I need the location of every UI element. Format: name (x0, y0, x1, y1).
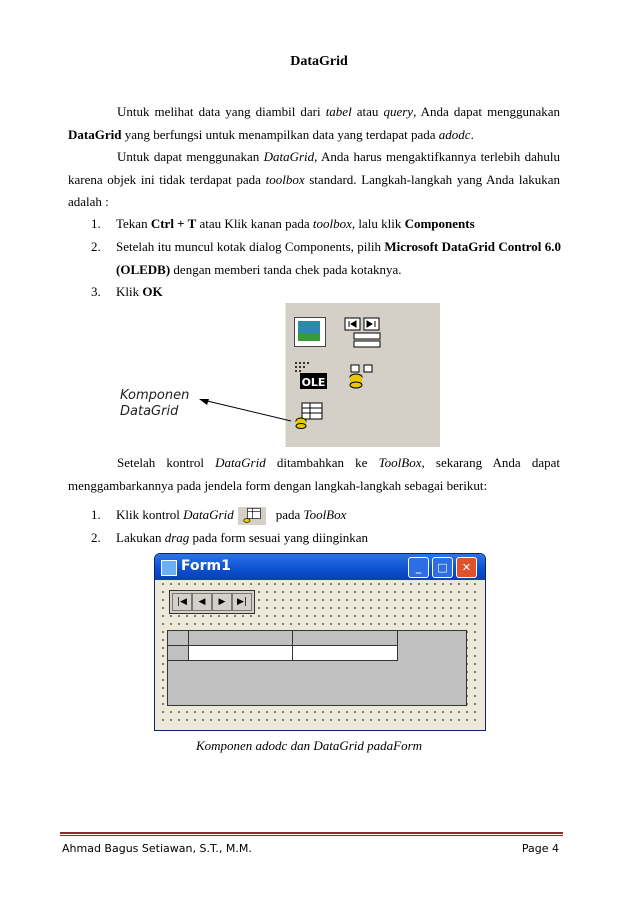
adodc-icon (344, 317, 382, 349)
list-item: 2. Lakukan drag pada form sesuai yang diinginkan (91, 530, 369, 545)
form1-design-area[interactable] (159, 580, 481, 727)
previous-record-button[interactable]: ◀ (192, 593, 212, 611)
form1-window (154, 553, 486, 731)
form1-title-bar (155, 554, 485, 580)
toolbox-image (285, 303, 440, 447)
list-item: 1. Tekan Ctrl + T atau Klik kanan pada toolbox, lalu klik Components (91, 216, 475, 231)
page-title: DataGrid (290, 54, 348, 69)
data-control-icon (346, 363, 376, 389)
datagrid-control[interactable] (167, 630, 467, 706)
list-item: 3. Klik OK (91, 284, 163, 299)
minimize-button[interactable]: _ (408, 557, 429, 578)
next-paragraph: Setelah kontrol DataGrid ditambahkan ke ToolBox, sekarang Anda dapat menggambarkannya pada jendela form dengan langkah-langkah sebagai berikut: (68, 455, 560, 493)
datagrid-header-row (168, 631, 398, 646)
form1-title: Form1 (181, 558, 231, 574)
next-record-button[interactable]: ▶ (212, 593, 232, 611)
svg-text:OLE: OLE (301, 376, 326, 389)
datagrid-callout-label: Komponen DataGrid (120, 388, 190, 419)
adodc-control[interactable] (169, 590, 255, 614)
intro-paragraph: Untuk melihat data yang diambil dari tabel atau query, Anda dapat menggunakan DataGrid yang berfungsi untuk menampilkan data yang terdapat pada adodc. (68, 104, 560, 142)
last-record-button[interactable]: ▶| (232, 593, 252, 611)
list-item: 1. Klik kontrol DataGrid pada ToolBox (91, 504, 561, 527)
figure-caption: Komponen adodc dan DataGrid padaForm (195, 738, 423, 753)
maximize-button[interactable]: □ (432, 557, 453, 578)
ole-icon (294, 361, 328, 391)
activation-paragraph: Untuk dapat menggunakan DataGrid, Anda harus mengaktifkannya terlebih dahulu karena objek ini tidak terdapat pada toolbox standard. Langkah-langkah yang Anda lakukan adalah : (68, 149, 560, 209)
first-record-button[interactable]: |◀ (172, 593, 192, 611)
datagrid-data-row (168, 646, 398, 661)
picturebox-icon (294, 317, 326, 347)
close-button[interactable]: ✕ (456, 557, 477, 578)
footer-divider (60, 835, 563, 836)
footer-page-number: Page 4 (521, 842, 559, 855)
footer-author: Ahmad Bagus Setiawan, S.T., M.M. (62, 842, 252, 855)
form-icon (161, 560, 177, 576)
footer-divider (60, 832, 563, 834)
callout-arrow (195, 395, 295, 425)
datagrid-icon (294, 401, 324, 429)
datagrid-icon (238, 507, 266, 525)
list-item: 2. Setelah itu muncul kotak dialog Components, pilih Microsoft DataGrid Control 6.0 (OLEDB) dengan memberi tanda chek pada kotaknya. (91, 239, 561, 277)
